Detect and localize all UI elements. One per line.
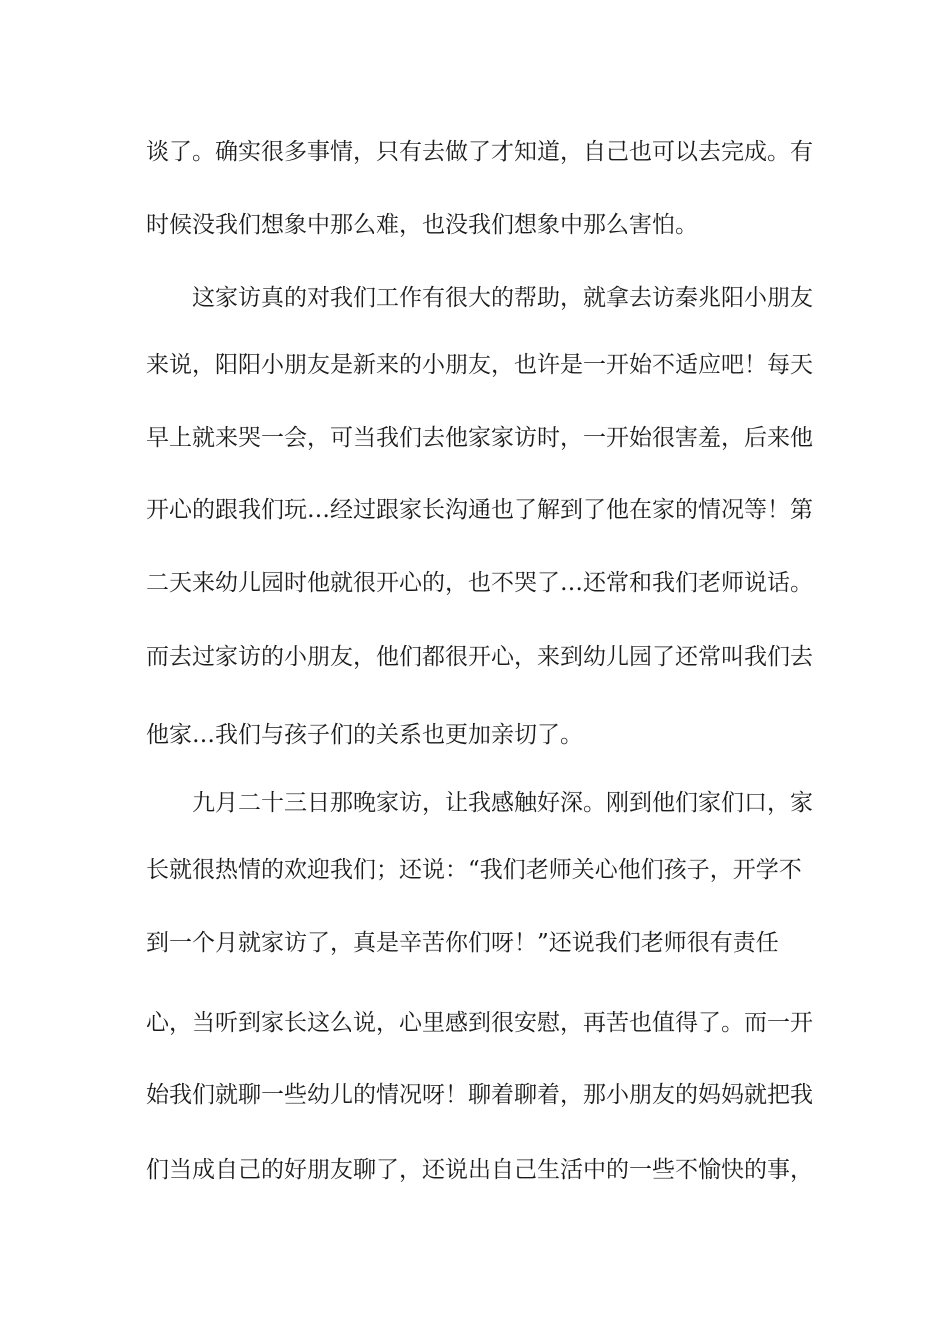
line-text: 心，当听到家长这么说，心里感到很安慰，再苦也值得了。而一开 <box>146 1010 813 1036</box>
text-line <box>0 132 950 172</box>
text-line <box>0 563 950 603</box>
line-text: 二天来幼儿园时他就很开心的，也不哭了…还常和我们老师说话。 <box>146 570 813 596</box>
line-text: 们当成自己的好朋友聊了，还说出自己生活中的一些不愉快的事， <box>146 1157 813 1183</box>
text-line <box>0 205 950 245</box>
line-text: 这家访真的对我们工作有很大的帮助，就拿去访秦兆阳小朋友 <box>192 285 813 311</box>
line-text: 时候没我们想象中那么难，也没我们想象中那么害怕。 <box>146 212 698 238</box>
text-line <box>0 923 950 963</box>
text-line <box>0 1150 950 1190</box>
line-text: 来说，阳阳小朋友是新来的小朋友，也许是一开始不适应吧！每天 <box>146 352 813 378</box>
text-line <box>0 418 950 458</box>
line-text: 九月二十三日那晚家访，让我感触好深。刚到他们家们口，家 <box>192 790 813 816</box>
text-line <box>0 637 950 677</box>
line-text: 始我们就聊一些幼儿的情况呀！聊着聊着，那小朋友的妈妈就把我 <box>146 1082 813 1108</box>
text-line <box>0 345 950 385</box>
paragraph-start-line <box>0 278 950 318</box>
line-text: 早上就来哭一会，可当我们去他家家访时，一开始很害羞，后来他 <box>146 425 813 451</box>
text-line <box>0 490 950 530</box>
line-text: 谈了。确实很多事情，只有去做了才知道，自己也可以去完成。有 <box>146 139 813 165</box>
line-text: 他家…我们与孩子们的关系也更加亲切了。 <box>146 722 583 748</box>
text-line <box>0 1003 950 1043</box>
text-line <box>0 1075 950 1115</box>
line-text: 而去过家访的小朋友，他们都很开心，来到幼儿园了还常叫我们去 <box>146 644 813 670</box>
line-text: 到一个月就家访了，真是辛苦你们呀！”还说我们老师很有责任 <box>146 930 779 956</box>
paragraph-start-line <box>0 783 950 823</box>
text-line <box>0 715 950 755</box>
text-line <box>0 850 950 890</box>
line-text: 开心的跟我们玩…经过跟家长沟通也了解到了他在家的情况等！第 <box>146 497 813 523</box>
line-text: 长就很热情的欢迎我们；还说：“我们老师关心他们孩子，开学不 <box>146 857 802 883</box>
